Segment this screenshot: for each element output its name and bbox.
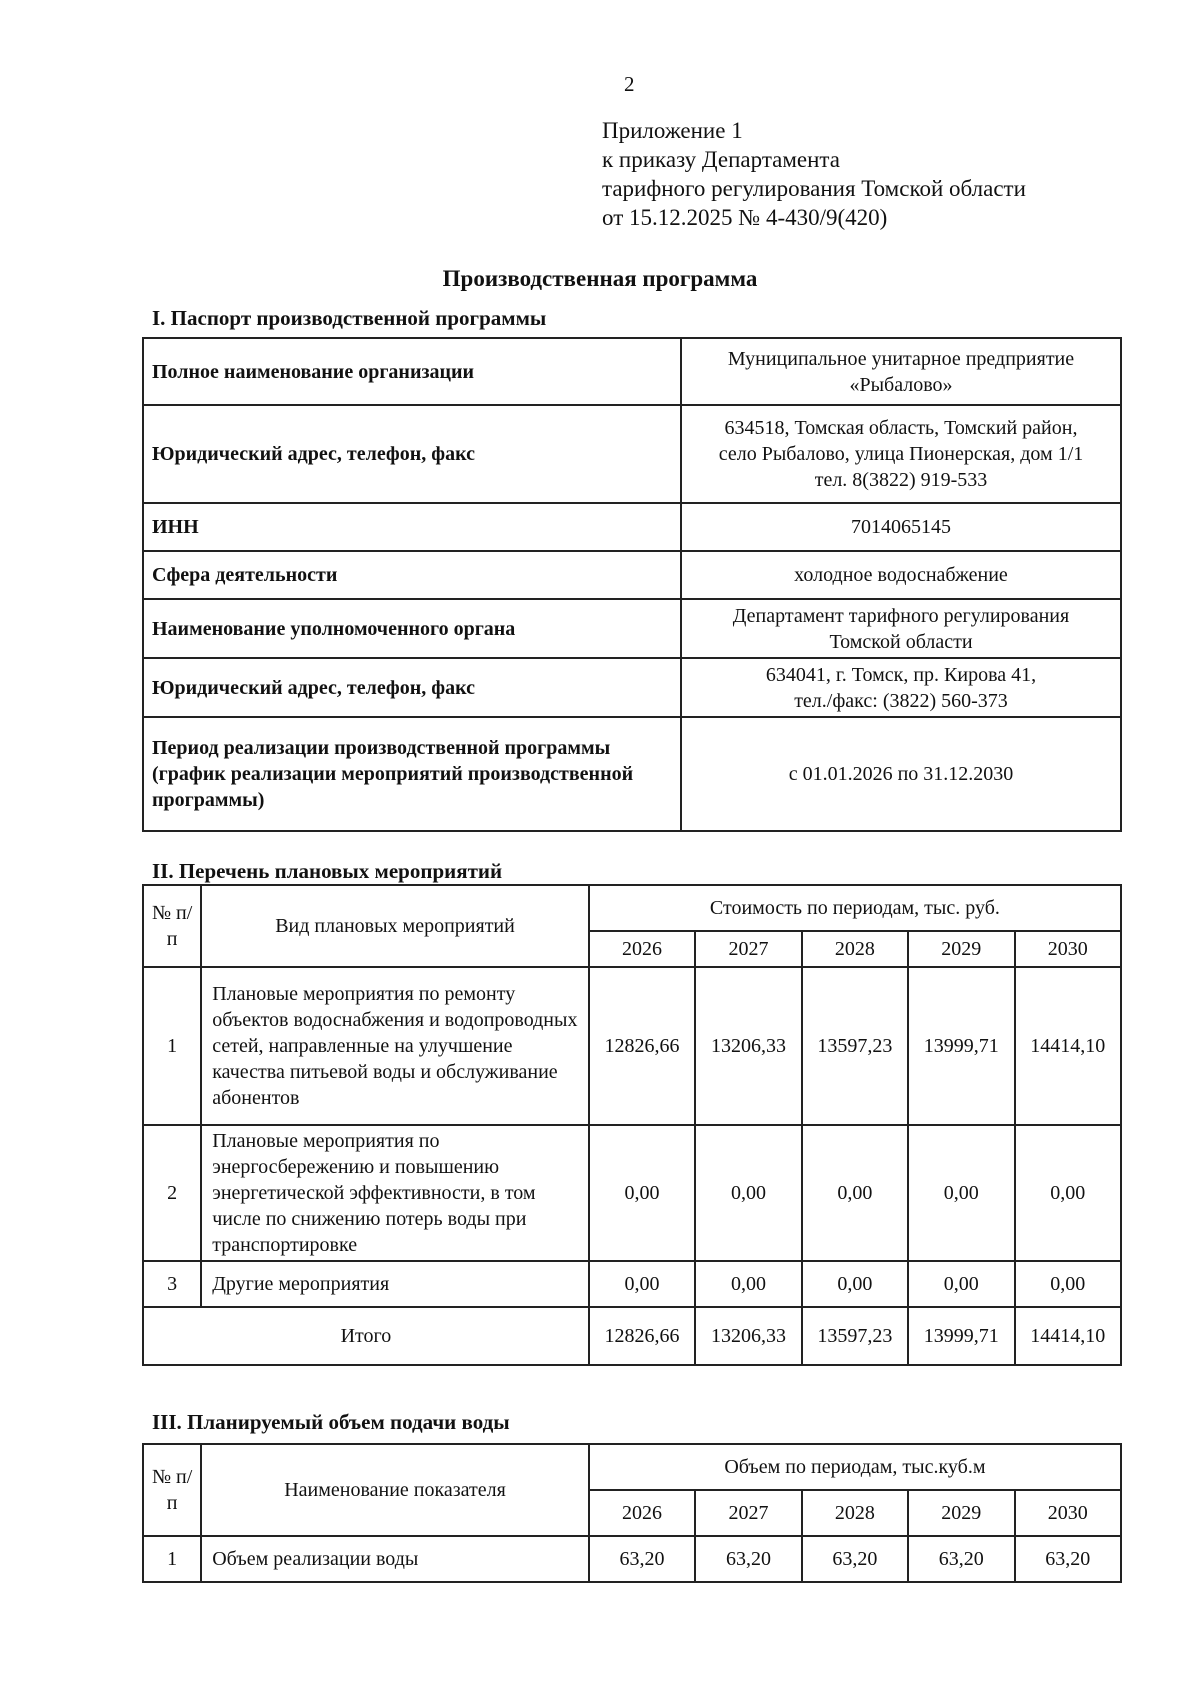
row-value: 0,00 <box>695 1125 801 1261</box>
appendix-line: от 15.12.2025 № 4-430/9(420) <box>602 205 888 230</box>
passport-row <box>143 551 1121 599</box>
row-value: 0,00 <box>1015 1261 1122 1307</box>
row-no: 1 <box>143 967 201 1125</box>
year-header: 2029 <box>908 1490 1014 1536</box>
value-line: 634041, г. Томск, пр. Кирова 41, <box>765 663 1037 686</box>
row-no: 1 <box>143 1536 201 1582</box>
row-value: 0,00 <box>908 1125 1014 1261</box>
row-name: Плановые мероприятия по энергосбережению и повышению энергетической эффективности, в том числе по снижению потерь воды при транспортировке <box>201 1125 589 1261</box>
row-value: 12826,66 <box>589 967 695 1125</box>
passport-value <box>681 599 1121 658</box>
total-value: 13206,33 <box>695 1307 801 1365</box>
value-line: Томской области <box>829 630 973 653</box>
passport-table <box>142 337 1122 832</box>
passport-row <box>143 503 1121 551</box>
total-value: 12826,66 <box>589 1307 695 1365</box>
table-row <box>143 967 1121 1125</box>
value-line: холодное водоснабжение <box>794 564 1008 586</box>
header-row <box>143 885 1121 931</box>
year-header: 2027 <box>695 931 801 967</box>
table-row <box>143 1125 1121 1261</box>
total-value: 13597,23 <box>802 1307 908 1365</box>
passport-label: Сфера деятельности <box>143 551 681 599</box>
table-row <box>143 1261 1121 1307</box>
row-no: 2 <box>143 1125 201 1261</box>
section-2-title: II. Перечень плановых мероприятий <box>152 859 503 883</box>
year-header: 2030 <box>1015 1490 1122 1536</box>
col-name-header: Наименование показателя <box>201 1444 589 1536</box>
year-header: 2026 <box>589 931 695 967</box>
row-value: 63,20 <box>1015 1536 1122 1582</box>
value-line: Муниципальное унитарное предприятие <box>727 347 1075 370</box>
passport-value <box>681 503 1121 551</box>
year-header: 2028 <box>802 931 908 967</box>
total-value: 13999,71 <box>908 1307 1014 1365</box>
appendix-header <box>602 116 1026 232</box>
value-line: тел./факс: (3822) 560-373 <box>794 689 1008 712</box>
col-volume-header: Объем по периодам, тыс.куб.м <box>589 1444 1121 1490</box>
appendix-line: Приложение 1 <box>602 118 743 143</box>
row-name: Другие мероприятия <box>201 1261 589 1307</box>
document-title: Производственная программа <box>442 266 758 291</box>
value-line: «Рыбалово» <box>849 373 953 396</box>
water-volume-table <box>142 1443 1122 1583</box>
total-row <box>143 1307 1121 1365</box>
col-cost-header: Стоимость по периодам, тыс. руб. <box>589 885 1121 931</box>
row-value: 0,00 <box>1015 1125 1122 1261</box>
row-value: 63,20 <box>908 1536 1014 1582</box>
passport-row <box>143 599 1121 658</box>
year-header: 2027 <box>695 1490 801 1536</box>
row-value: 13999,71 <box>908 967 1014 1125</box>
row-value: 63,20 <box>695 1536 801 1582</box>
row-value: 14414,10 <box>1015 967 1122 1125</box>
passport-label: Полное наименование организации <box>143 338 681 405</box>
row-value: 0,00 <box>589 1261 695 1307</box>
row-value: 0,00 <box>908 1261 1014 1307</box>
value-line: Департамент тарифного регулирования <box>732 604 1070 627</box>
total-value: 14414,10 <box>1015 1307 1122 1365</box>
passport-label: Юридический адрес, телефон, факс <box>143 658 681 717</box>
col-kind-header: Вид плановых мероприятий <box>201 885 589 967</box>
col-no-header: № п/п <box>143 1444 201 1536</box>
passport-label: Юридический адрес, телефон, факс <box>143 405 681 503</box>
passport-row <box>143 405 1121 503</box>
row-name: Объем реализации воды <box>201 1536 589 1582</box>
passport-label: ИНН <box>143 503 681 551</box>
value-line: с 01.01.2026 по 31.12.2030 <box>788 763 1014 785</box>
passport-row <box>143 338 1121 405</box>
value-line: 7014065145 <box>851 516 951 538</box>
row-value: 63,20 <box>802 1536 908 1582</box>
row-value: 0,00 <box>802 1261 908 1307</box>
passport-value <box>681 717 1121 831</box>
col-no-header: № п/п <box>143 885 201 967</box>
value-line: тел. 8(3822) 919-533 <box>814 469 988 491</box>
table-row <box>143 1536 1121 1582</box>
row-name: Плановые мероприятия по ремонту объектов водоснабжения и водопроводных сетей, направленные на улучшение качества питьевой воды и обслуживание абонентов <box>201 967 589 1125</box>
page-number: 2 <box>624 72 635 96</box>
passport-row <box>143 717 1121 831</box>
row-value: 0,00 <box>695 1261 801 1307</box>
value-line: село Рыбалово, улица Пионерская, дом 1/1 <box>718 443 1084 465</box>
appendix-line: к приказу Департамента <box>602 147 840 172</box>
row-value: 0,00 <box>589 1125 695 1261</box>
passport-row <box>143 658 1121 717</box>
row-value: 63,20 <box>589 1536 695 1582</box>
total-label: Итого <box>143 1307 589 1365</box>
row-value: 13597,23 <box>802 967 908 1125</box>
value-line: 634518, Томская область, Томский район, <box>724 417 1078 439</box>
year-header: 2029 <box>908 931 1014 967</box>
activities-table <box>142 884 1122 1366</box>
row-value: 0,00 <box>802 1125 908 1261</box>
section-1-title: I. Паспорт производственной программы <box>152 306 547 330</box>
passport-value <box>681 338 1121 405</box>
row-value: 13206,33 <box>695 967 801 1125</box>
passport-value <box>681 658 1121 717</box>
passport-label: Период реализации производственной программы (график реализации мероприятий производственной программы) <box>143 717 681 831</box>
passport-label: Наименование уполномоченного органа <box>143 599 681 658</box>
row-no: 3 <box>143 1261 201 1307</box>
year-header: 2030 <box>1015 931 1122 967</box>
year-header: 2026 <box>589 1490 695 1536</box>
passport-value <box>681 551 1121 599</box>
appendix-line: тарифного регулирования Томской области <box>602 176 1026 201</box>
year-header: 2028 <box>802 1490 908 1536</box>
section-3-title: III. Планируемый объем подачи воды <box>152 1410 510 1434</box>
header-row <box>143 1444 1121 1490</box>
passport-value <box>681 405 1121 503</box>
